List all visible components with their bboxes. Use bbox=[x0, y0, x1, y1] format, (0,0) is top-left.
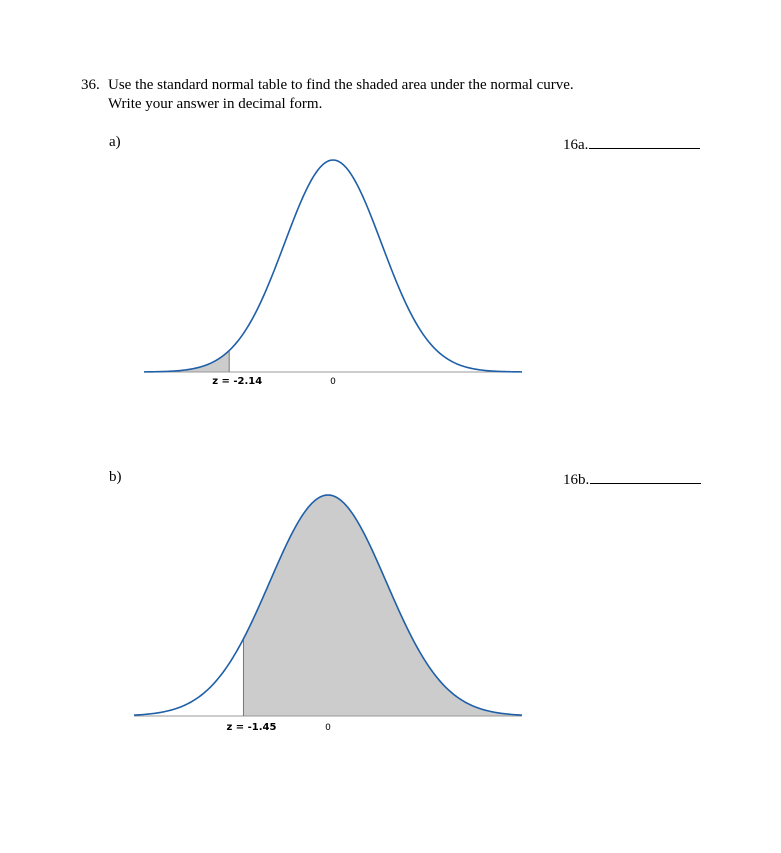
z-tick-label-a: z = -2.14 bbox=[212, 376, 263, 387]
part-a-label: a) bbox=[109, 134, 121, 150]
question-text-line1: Use the standard normal table to find the shaded area under the normal curve. bbox=[108, 77, 574, 93]
part-b-label: b) bbox=[109, 469, 122, 485]
answer-16a-label: 16a. bbox=[563, 137, 589, 153]
center-tick-label-a: 0 bbox=[330, 377, 336, 387]
answer-16b-label: 16b. bbox=[563, 472, 590, 488]
z-tick-label-b: z = -1.45 bbox=[226, 722, 277, 733]
question-number: 36. bbox=[81, 77, 100, 93]
center-tick-label-b: 0 bbox=[325, 723, 331, 733]
shaded-area-b bbox=[243, 495, 522, 716]
question-text-line2: Write your answer in decimal form. bbox=[108, 96, 323, 112]
